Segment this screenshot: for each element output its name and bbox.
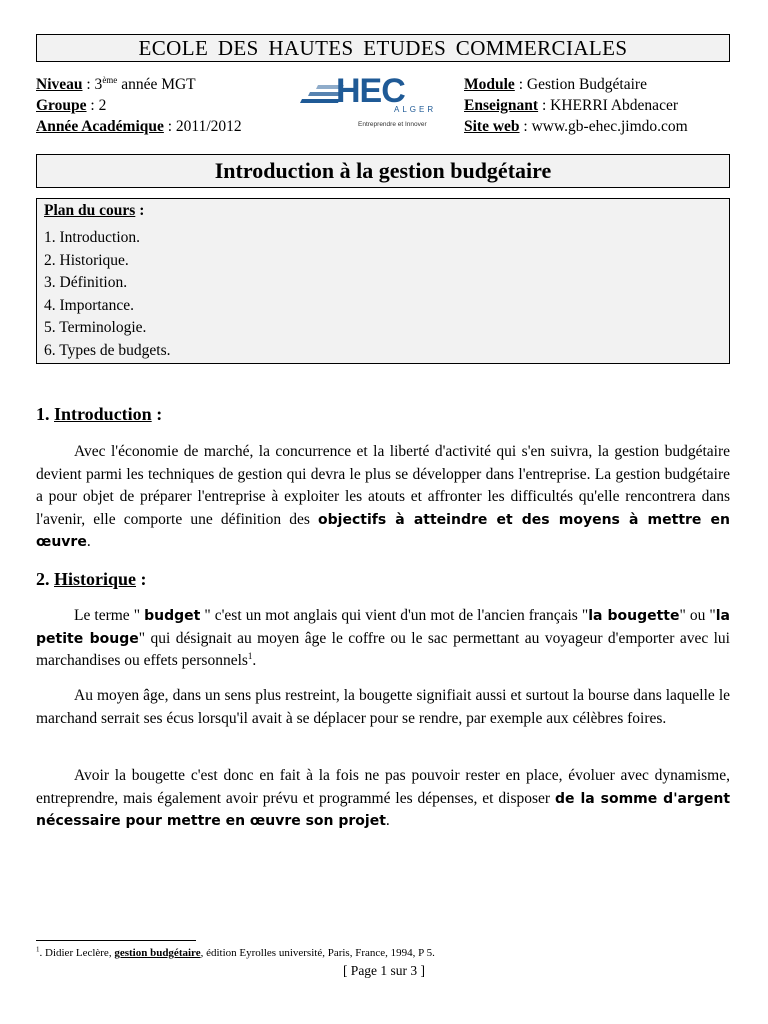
plan-heading-suffix: : xyxy=(135,202,145,219)
paragraph-bold-text: budget xyxy=(144,608,201,624)
footnote-reference: 1 xyxy=(247,650,253,661)
section-suffix: : xyxy=(136,569,147,589)
annee-value: : 2011/2012 xyxy=(163,118,242,135)
footnote xyxy=(36,945,435,961)
site-web-line xyxy=(464,117,688,137)
logo-tagline: Entreprendre et Innover xyxy=(358,121,427,128)
niveau-number: : 3 xyxy=(82,76,103,93)
plan-item: 6. Types de budgets. xyxy=(44,341,171,359)
annee-line xyxy=(36,117,242,137)
document-title: Introduction à la gestion budgétaire xyxy=(36,154,730,188)
footnote-number: 1 xyxy=(36,945,40,954)
section-heading-historique xyxy=(36,569,147,590)
paragraph-bold-text: de la somme d'argent nécessaire pour mettre en œuvre son projet xyxy=(36,790,731,829)
section-suffix: : xyxy=(151,404,163,424)
historique-paragraph-2: Au moyen âge, dans un sens plus restreint, la bougette signifiait aussi et surtout la bourse dans laquelle le marchand serrait ses écus lorsqu'il avait à se déplacer pour se rendre, par exemple aux célèbres foires. xyxy=(36,687,730,727)
enseignant-label: Enseignant xyxy=(464,97,539,114)
section-title: Introduction xyxy=(54,404,152,424)
plan-heading-label: Plan du cours xyxy=(44,202,136,219)
plan-item: 1. Introduction. xyxy=(44,229,140,246)
page-number: [ Page 1 sur 3 ] xyxy=(342,963,426,978)
introduction-paragraph xyxy=(36,441,730,554)
paragraph-text: Le terme " xyxy=(74,607,145,624)
footnote-text: , édition Eyrolles université, Paris, France, 1994, P 5. xyxy=(200,947,435,959)
module-label: Module xyxy=(464,76,515,93)
school-name-banner: ECOLE DES HAUTES ETUDES COMMERCIALES xyxy=(36,34,730,62)
site-web-value: : www.gb-ehec.jimdo.com xyxy=(519,118,688,135)
section-heading-introduction xyxy=(36,404,162,425)
paragraph-bold-text: objectifs à atteindre et des moyens à mettre en œuvre xyxy=(36,511,731,550)
enseignant-line xyxy=(464,96,678,116)
module-value: : Gestion Budgétaire xyxy=(514,76,647,93)
groupe-line xyxy=(36,96,106,116)
logo-main-text: HEC xyxy=(336,72,405,110)
paragraph-text: " c'est un mot anglais qui vient d'un mot de l'ancien français " xyxy=(200,607,589,624)
plan-du-cours-box xyxy=(36,198,730,364)
plan-heading xyxy=(44,201,722,221)
groupe-value: : 2 xyxy=(86,97,107,114)
site-web-label: Site web xyxy=(464,118,520,135)
hec-logo xyxy=(300,70,444,130)
hec-logo-graphic xyxy=(300,70,444,130)
section-number: 1. xyxy=(36,404,54,424)
paragraph-end: . xyxy=(86,533,91,550)
paragraph-text: " qui désignait au moyen âge le coffre ou le sac permettant au voyageur d'emporter avec lui marchandises ou effets personnels xyxy=(36,629,730,669)
section-title: Historique xyxy=(54,569,137,589)
plan-list xyxy=(44,227,722,362)
footnote-separator xyxy=(36,940,196,941)
section-number: 2. xyxy=(36,569,54,589)
enseignant-value: : KHERRI Abdenacer xyxy=(538,97,678,114)
paragraph-text: Avoir la bougette c'est donc en fait à la fois ne pas pouvoir rester en place, évoluer avec dynamisme, entreprendre, mais également avoir prévu et programmé les dépenses, et disposer xyxy=(36,767,730,807)
paragraph-text: Avec l'économie de marché, la concurrence et la liberté d'activité qui s'en suivra, la gestion budgétaire devient parmi les techniques de gestion qui devra le plus se développer dans l'entreprise. La gestion budgétaire a pour objet de préparer l'entreprise à exploiter les atouts et affronter les difficultés qu'elle rencontrera dans l'avenir, elle comporte une définition des xyxy=(36,443,730,528)
footnote-book-title: gestion budgétaire xyxy=(114,947,201,959)
annee-label: Année Académique xyxy=(36,118,164,135)
plan-item: 2. Historique. xyxy=(44,251,129,269)
paragraph-end: . xyxy=(252,652,257,669)
historique-paragraph-3 xyxy=(36,765,730,833)
niveau-superscript: ème xyxy=(102,74,118,85)
plan-item: 3. Définition. xyxy=(44,274,128,291)
niveau-line xyxy=(36,75,196,95)
paragraph-end: . xyxy=(385,812,390,829)
niveau-label: Niveau xyxy=(36,76,83,93)
paragraph-bold-text: la petite bouge xyxy=(36,608,730,647)
footnote-text: . Didier Leclère, xyxy=(39,947,115,959)
plan-item: 5. Terminologie. xyxy=(44,319,147,336)
historique-paragraph-1 xyxy=(36,605,730,673)
plan-item: 4. Importance. xyxy=(44,296,134,314)
niveau-rest: année MGT xyxy=(117,76,196,93)
paragraph-bold-text: la bougette xyxy=(588,608,680,624)
module-line xyxy=(464,75,647,95)
paragraph-text: " ou " xyxy=(679,607,716,624)
logo-sub-text: ALGER xyxy=(394,105,437,114)
groupe-label: Groupe xyxy=(36,97,87,114)
